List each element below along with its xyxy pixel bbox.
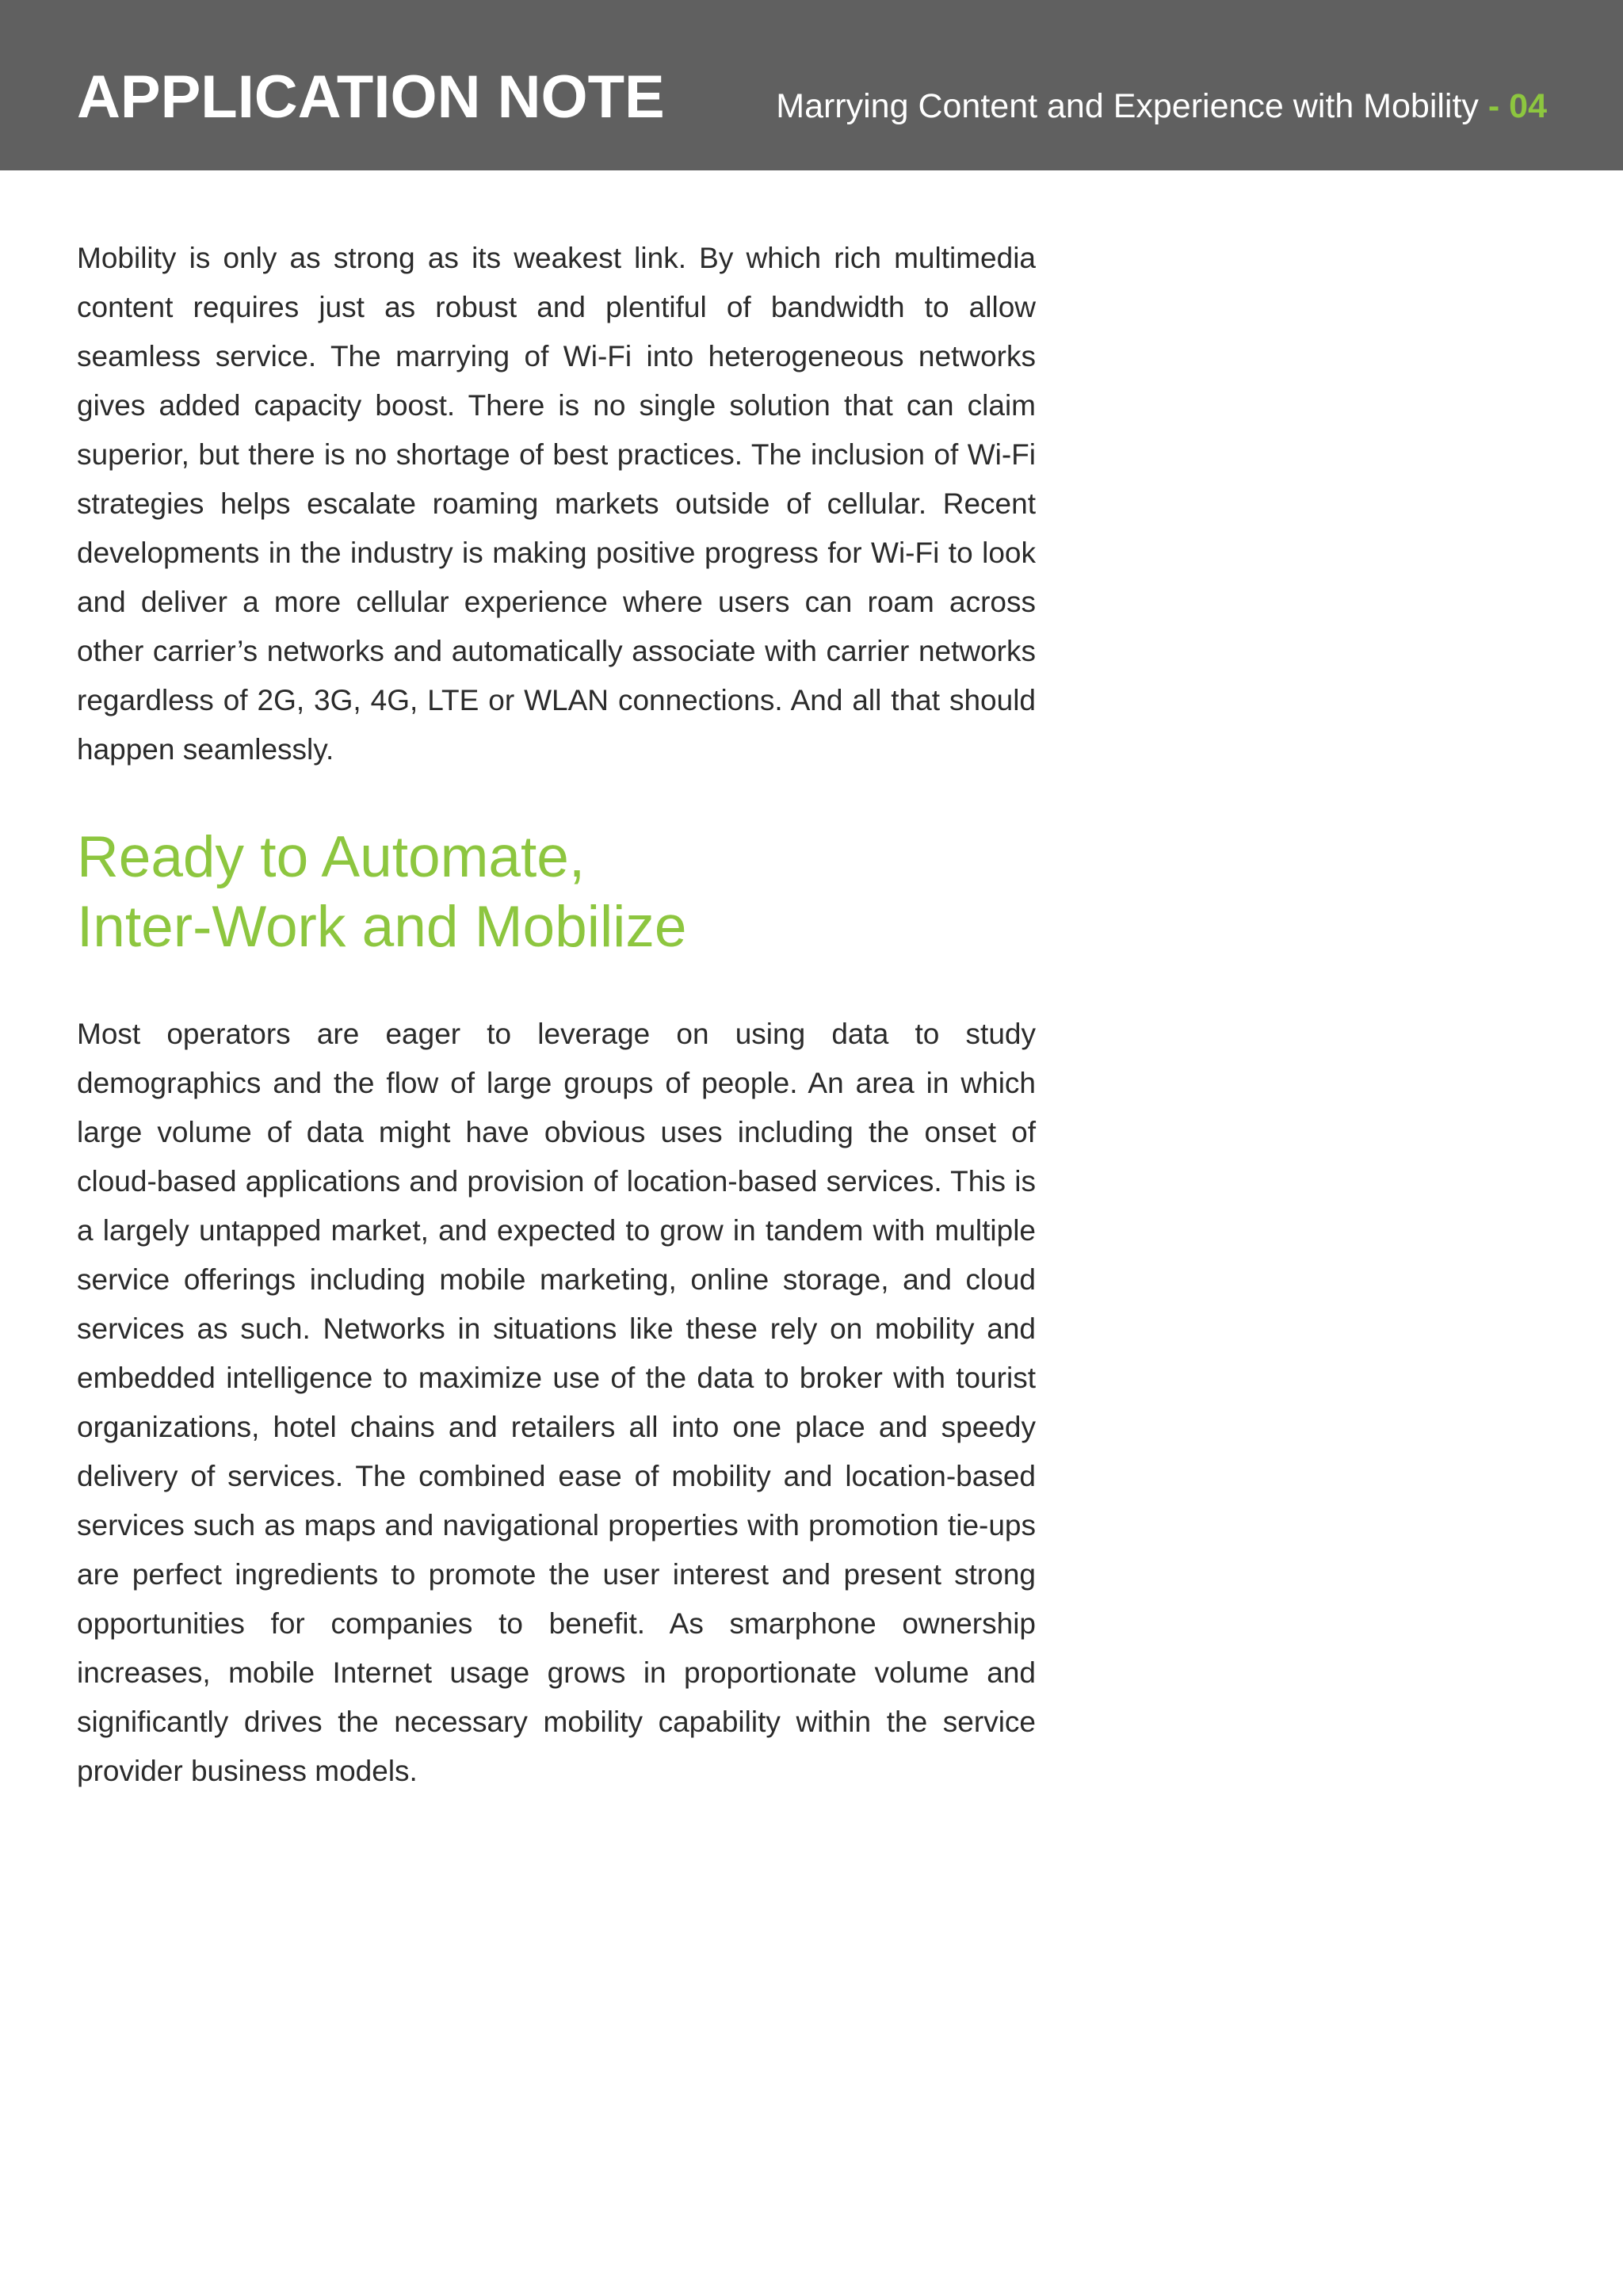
header-subtitle bbox=[776, 82, 1547, 130]
document-title: Marrying Content and Experience with Mobility bbox=[776, 87, 1479, 125]
document-type-title: APPLICATION NOTE bbox=[77, 63, 665, 131]
section-heading-line-2: Inter-Work and Mobilize bbox=[77, 895, 687, 959]
header-bar bbox=[0, 0, 1623, 170]
section-heading-line-1: Ready to Automate, bbox=[77, 825, 586, 889]
intro-paragraph: Mobility is only as strong as its weakest link. By which rich multimedia content requires just as robust and plentiful of bandwidth to allow seamless service. The marrying of Wi-Fi into heterogeneous networks gives added capacity boost. There is no single solution that can claim superior, but there is no shortage of best practices. The inclusion of Wi-Fi strategies helps escalate roaming markets outside of cellular. Recent developments in the industry is making positive progress for Wi-Fi to look and deliver a more cellular experience where users can roam across other carrier’s networks and automatically associate with carrier networks regardless of 2G, 3G, 4G, LTE or WLAN connections. And all that should happen seamlessly. bbox=[77, 242, 1036, 766]
section-heading bbox=[77, 823, 1107, 962]
page-number-separator: - bbox=[1478, 87, 1510, 125]
page-number bbox=[1479, 87, 1547, 125]
page-number-value: 04 bbox=[1509, 87, 1547, 125]
section-paragraph: Most operators are eager to leverage on using data to study demographics and the flow of large groups of people. An area in which large volume of data might have obvious uses including the onset of cloud-based applications and provision of location-based services. This is a largely untapped market, and expected to grow in tandem with multiple service offerings including mobile marketing, online storage, and cloud services as such. Networks in situations like these rely on mobility and embedded intelligence to maximize use of the data to broker with tourist organizations, hotel chains and retailers all into one place and speedy delivery of services. The combined ease of mobility and location-based services such as maps and navigational properties with promotion tie-ups are perfect ingredients to promote the user interest and present strong opportunities for companies to benefit. As smarphone ownership increases, mobile Internet usage grows in proportionate volume and significantly drives the necessary mobility capability within the service provider business models. bbox=[77, 1018, 1036, 1787]
